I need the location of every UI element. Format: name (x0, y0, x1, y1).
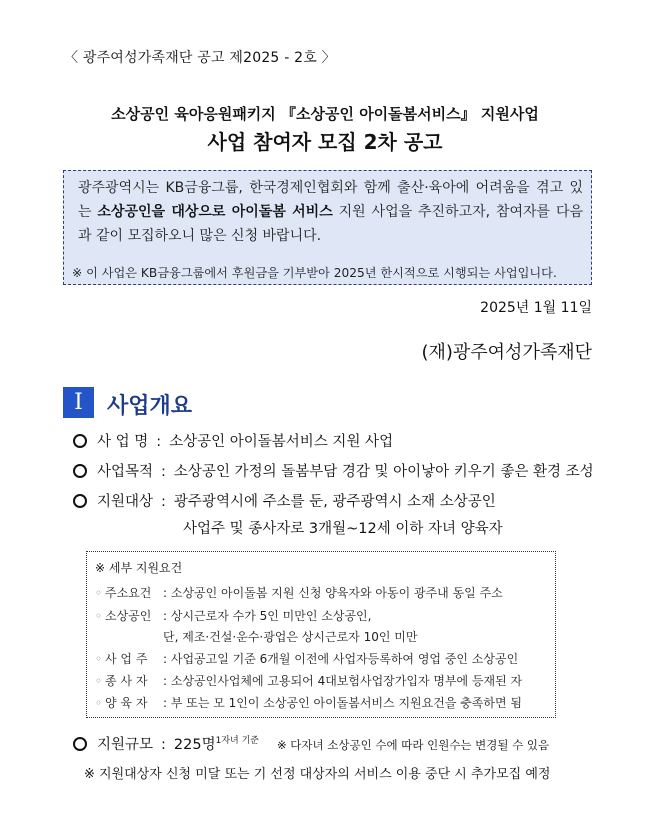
dot-bullet-icon: ◦ (95, 652, 103, 666)
item-target (73, 490, 496, 511)
dot-bullet-icon: ◦ (95, 696, 103, 710)
detail-row (95, 607, 371, 624)
detail-requirements-box (86, 551, 556, 718)
notice-title: 사업 참여자 모집 2차 공고 (207, 130, 443, 154)
item-project-name (73, 430, 393, 451)
dot-bullet-icon: ◦ (95, 586, 103, 600)
circle-bullet-icon (73, 464, 87, 478)
scale-note: ※ 다자녀 소상공인 수에 따라 인원수는 변경될 수 있음 (276, 738, 550, 752)
item-label: 사업목적 (97, 464, 154, 480)
organization-name: (재)광주여성가족재단 (421, 342, 592, 363)
detail-row (95, 694, 522, 711)
scale-label: 지원규모 (97, 737, 154, 753)
intro-text-part2: 지원 사업을 추진하고자, 참여자를 다음과 같이 모집하오니 많은 신청 바랍니다. (78, 204, 583, 244)
intro-text-highlight: 소상공인을 대상으로 아이돌봄 서비스 (97, 204, 333, 220)
circle-bullet-icon (73, 737, 87, 751)
intro-paragraph (78, 176, 583, 248)
item-value: 소상공인 가정의 돌봄부담 경감 및 아이낳아 키우기 좋은 환경 조성 (173, 464, 594, 480)
intro-box (63, 170, 592, 285)
circle-bullet-icon (73, 434, 87, 448)
detail-text: : 소상공인사업체에 고용되어 4대보험사업장가입자 명부에 등재된 자 (163, 674, 523, 688)
scale-superscript: 1자녀 기준 (215, 736, 259, 746)
detail-row (95, 650, 518, 667)
item-target-continued: 사업주 및 종사자로 3개월~12세 이하 자녀 양육자 (183, 521, 503, 537)
circle-bullet-icon (73, 494, 87, 508)
detail-row (95, 672, 522, 689)
item-colon: : (161, 494, 166, 510)
item-label: 지원대상 (97, 494, 154, 510)
notice-subtitle: 소상공인 육아응원패키지 『소상공인 아이돌봄서비스』 지원사업 (111, 105, 539, 123)
detail-row-continued: 단, 제조·건설·운수·광업은 상시근로자 10인 미만 (163, 630, 418, 644)
item-value: 광주광역시에 주소를 둔, 광주광역시 소재 소상공인 (173, 494, 496, 510)
item-colon: : (161, 464, 166, 480)
scale-value: 225명 (173, 737, 216, 753)
detail-label: 소상공인 (105, 609, 152, 623)
intro-text-part1: 광주광역시는 KB금융그룹, 한국경제인협회와 함께 출산·육아에 어려움을 겪고 있는 (78, 180, 583, 220)
detail-label: 양 육 자 (105, 696, 148, 710)
notice-number: 〈 광주여성가족재단 공고 제2025 - 2호 〉 (64, 50, 336, 66)
support-scale (73, 733, 549, 754)
notice-date: 2025년 1월 11일 (480, 300, 592, 316)
detail-text: : 부 또는 모 1인이 소상공인 아이돌봄서비스 지원요건을 충족하면 됨 (163, 696, 522, 710)
item-colon: : (156, 434, 162, 450)
intro-note: ※ 이 사업은 KB금융그룹에서 후원금을 기부받아 2025년 한시적으로 시행되는 사업입니다. (72, 266, 557, 280)
detail-label: 사 업 주 (105, 652, 148, 666)
detail-label: 주소요건 (105, 586, 152, 600)
detail-text: : 소상공인 아이돌봄 지원 신청 양육자와 아동이 광주내 동일 주소 (163, 586, 503, 600)
item-value: 소상공인 아이돌봄서비스 지원 사업 (169, 434, 394, 450)
section-title: 사업개요 (107, 394, 193, 419)
detail-row (95, 584, 503, 601)
section-number-badge: I (63, 387, 94, 418)
detail-text: : 상시근로자 수가 5인 미만인 소상공인, (163, 609, 372, 623)
dot-bullet-icon: ◦ (95, 609, 103, 623)
additional-recruit-note: ※ 지원대상자 신청 미달 또는 기 선정 대상자의 서비스 이용 중단 시 추가모집 예정 (84, 767, 551, 782)
item-label: 사 업 명 (97, 434, 149, 450)
dot-bullet-icon: ◦ (95, 674, 103, 688)
detail-heading: ※ 세부 지원요건 (95, 561, 183, 575)
item-colon: : (161, 737, 166, 753)
detail-label: 종 사 자 (105, 674, 148, 688)
detail-text: : 사업공고일 기준 6개월 이전에 사업자등록하여 영업 중인 소상공인 (163, 652, 519, 666)
item-purpose (73, 460, 594, 481)
